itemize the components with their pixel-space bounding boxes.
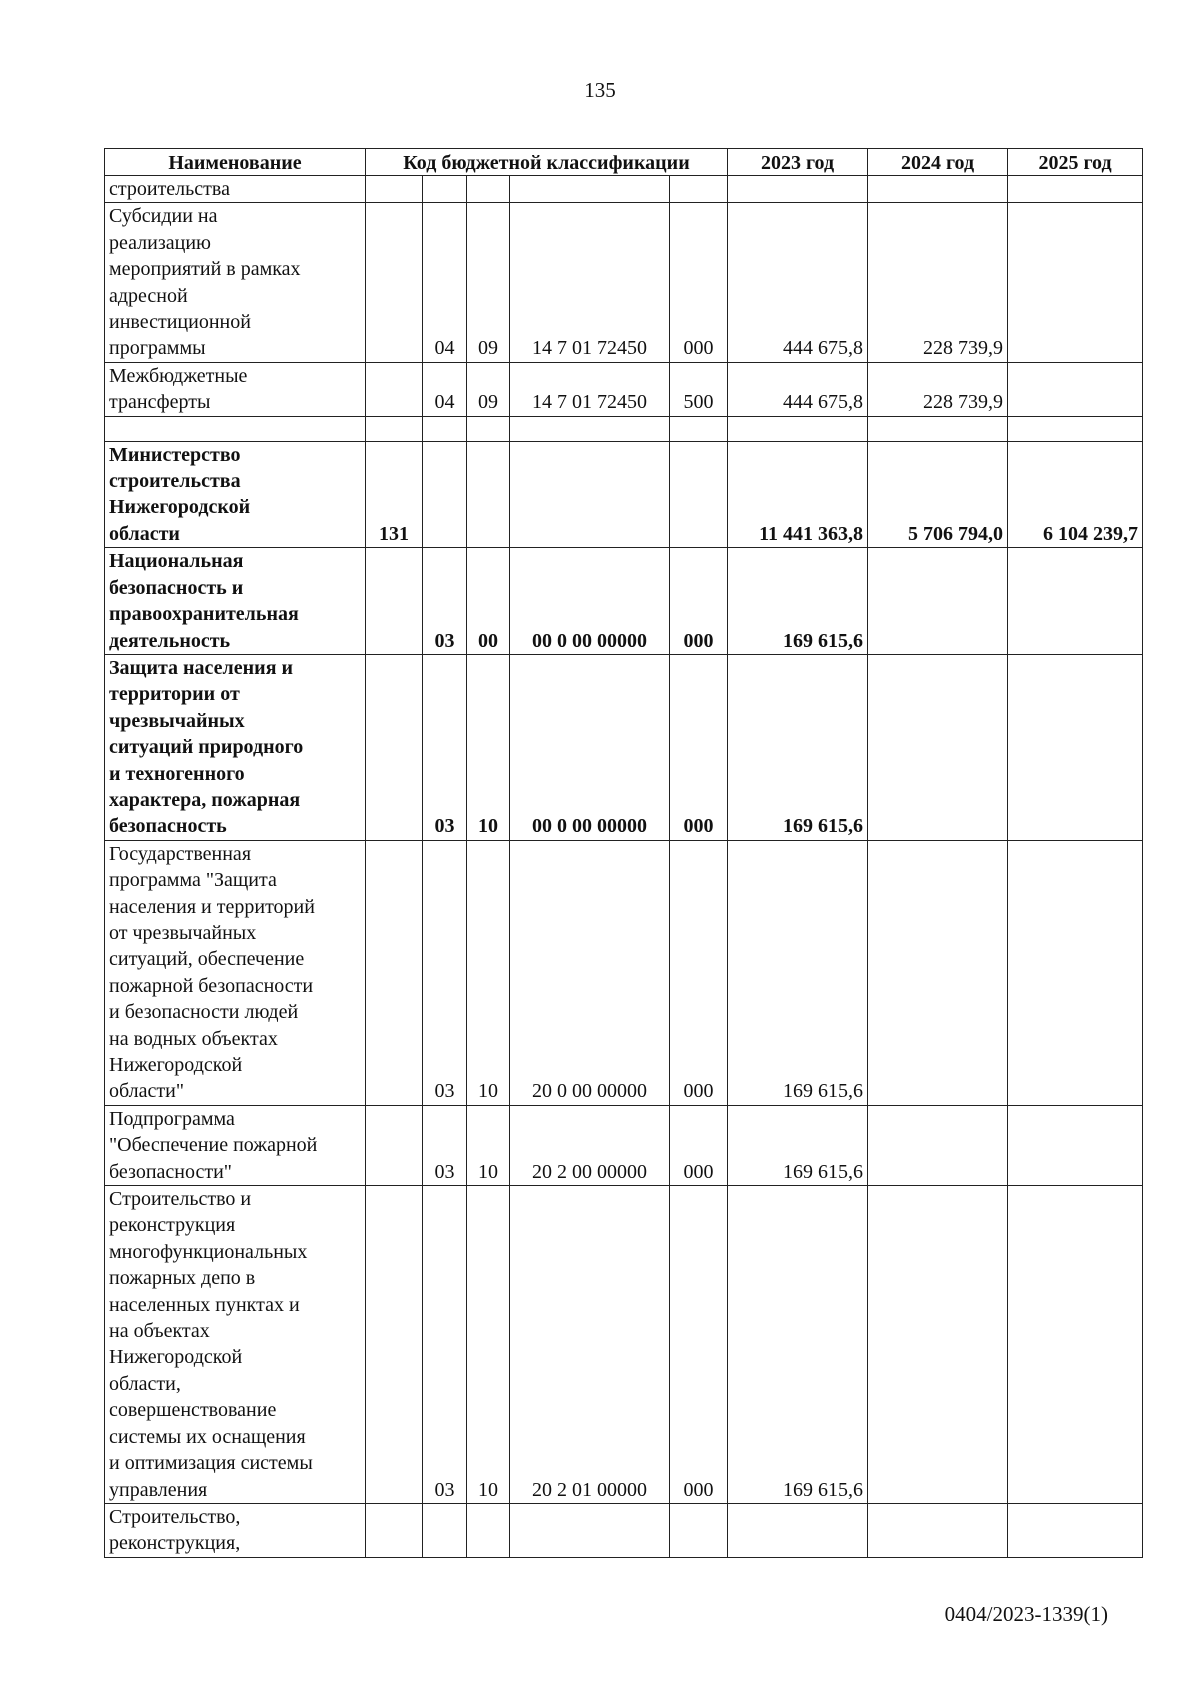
cell-name	[105, 1105, 366, 1185]
cell-target-article	[510, 176, 670, 203]
cell-section: 03	[423, 548, 467, 655]
cell-target-article: 14 7 01 72450	[510, 362, 670, 416]
cell-2024	[868, 840, 1008, 1105]
cell-subsection: 10	[467, 654, 510, 840]
cell-subsection	[467, 1503, 510, 1557]
cell-section: 03	[423, 1186, 467, 1504]
table-row	[105, 548, 1143, 655]
cell-subsection	[467, 416, 510, 441]
cell-2025	[1008, 362, 1143, 416]
cell-expense-type	[670, 441, 728, 548]
cell-expense-type: 500	[670, 362, 728, 416]
cell-2025	[1008, 840, 1143, 1105]
budget-table	[104, 148, 1143, 1558]
table-row	[105, 654, 1143, 840]
row-name-text: Подпрограмма "Обеспечение пожарной безопасности"	[109, 1107, 318, 1183]
table-row	[105, 362, 1143, 416]
cell-2023	[728, 416, 868, 441]
cell-grbs	[366, 840, 423, 1105]
header-2025: 2025 год	[1008, 149, 1143, 176]
cell-expense-type	[670, 416, 728, 441]
row-name-text: Строительство, реконструкция,	[109, 1505, 241, 1555]
spacer-row	[105, 416, 1143, 441]
cell-2023	[728, 1503, 868, 1557]
cell-grbs	[366, 416, 423, 441]
cell-2024	[868, 548, 1008, 655]
cell-subsection: 10	[467, 1105, 510, 1185]
cell-subsection	[467, 441, 510, 548]
cell-name	[105, 203, 366, 362]
row-name-text: Министерство строительства Нижегородской области	[109, 443, 251, 545]
table-row	[105, 176, 1143, 203]
cell-2023: 169 615,6	[728, 654, 868, 840]
cell-name	[105, 654, 366, 840]
cell-2023: 444 675,8	[728, 203, 868, 362]
cell-name	[105, 176, 366, 203]
cell-grbs: 131	[366, 441, 423, 548]
table-body	[105, 176, 1143, 1558]
cell-target-article: 20 2 00 00000	[510, 1105, 670, 1185]
cell-grbs	[366, 362, 423, 416]
cell-name	[105, 416, 366, 441]
cell-2024	[868, 1105, 1008, 1185]
row-name-text: Защита населения и территории от чрезвычайных ситуаций природного и техногенного характера, пожарная безопасность	[109, 656, 304, 838]
header-code: Код бюджетной классификации	[366, 149, 728, 176]
cell-name	[105, 548, 366, 655]
cell-2025	[1008, 176, 1143, 203]
cell-subsection: 00	[467, 548, 510, 655]
row-name-text: Субсидии на реализацию мероприятий в рамках адресной инвестиционной программы	[109, 205, 301, 360]
cell-section	[423, 416, 467, 441]
cell-section: 04	[423, 203, 467, 362]
cell-2025	[1008, 416, 1143, 441]
cell-2024	[868, 416, 1008, 441]
cell-expense-type: 000	[670, 203, 728, 362]
cell-name	[105, 840, 366, 1105]
cell-target-article	[510, 1503, 670, 1557]
cell-expense-type	[670, 176, 728, 203]
cell-2025	[1008, 203, 1143, 362]
row-name-text: строительства	[109, 178, 230, 200]
cell-2025	[1008, 548, 1143, 655]
cell-2024: 228 739,9	[868, 203, 1008, 362]
table-row	[105, 203, 1143, 362]
cell-subsection: 10	[467, 840, 510, 1105]
cell-target-article: 14 7 01 72450	[510, 203, 670, 362]
cell-subsection: 09	[467, 362, 510, 416]
cell-grbs	[366, 1503, 423, 1557]
table-row	[105, 1105, 1143, 1185]
cell-section	[423, 1503, 467, 1557]
cell-section: 03	[423, 1105, 467, 1185]
header-2023: 2023 год	[728, 149, 868, 176]
cell-grbs	[366, 654, 423, 840]
header-2024: 2024 год	[868, 149, 1008, 176]
cell-expense-type	[670, 1503, 728, 1557]
cell-2023: 11 441 363,8	[728, 441, 868, 548]
cell-2024	[868, 1186, 1008, 1504]
cell-2025	[1008, 1105, 1143, 1185]
cell-2024	[868, 654, 1008, 840]
cell-section	[423, 441, 467, 548]
cell-target-article: 00 0 00 00000	[510, 654, 670, 840]
cell-name	[105, 362, 366, 416]
cell-expense-type: 000	[670, 548, 728, 655]
cell-2023	[728, 176, 868, 203]
cell-grbs	[366, 203, 423, 362]
cell-2024	[868, 176, 1008, 203]
page-number: 135	[584, 78, 616, 102]
cell-target-article: 20 2 01 00000	[510, 1186, 670, 1504]
cell-grbs	[366, 1186, 423, 1504]
cell-name	[105, 1186, 366, 1504]
cell-2023: 444 675,8	[728, 362, 868, 416]
cell-section: 04	[423, 362, 467, 416]
cell-target-article	[510, 416, 670, 441]
cell-grbs	[366, 548, 423, 655]
header-name: Наименование	[105, 149, 366, 176]
table-row	[105, 840, 1143, 1105]
cell-grbs	[366, 176, 423, 203]
cell-expense-type: 000	[670, 840, 728, 1105]
cell-expense-type: 000	[670, 1186, 728, 1504]
cell-2023: 169 615,6	[728, 1105, 868, 1185]
cell-name	[105, 1503, 366, 1557]
row-name-text: Государственная программа "Защита населения и территорий от чрезвычайных ситуаций, обеспечение пожарной безопасности и безопасности людей на водных объектах Нижегородской области"	[109, 842, 315, 1103]
cell-2025	[1008, 1186, 1143, 1504]
cell-2023: 169 615,6	[728, 548, 868, 655]
cell-name	[105, 441, 366, 548]
cell-2024	[868, 1503, 1008, 1557]
cell-expense-type: 000	[670, 654, 728, 840]
cell-section: 03	[423, 840, 467, 1105]
cell-target-article	[510, 441, 670, 548]
cell-expense-type: 000	[670, 1105, 728, 1185]
document-code: 0404/2023-1339(1)	[944, 1602, 1108, 1626]
cell-section: 03	[423, 654, 467, 840]
cell-subsection: 10	[467, 1186, 510, 1504]
table-row	[105, 1503, 1143, 1557]
cell-target-article: 20 0 00 00000	[510, 840, 670, 1105]
cell-subsection: 09	[467, 203, 510, 362]
cell-section	[423, 176, 467, 203]
cell-2024: 228 739,9	[868, 362, 1008, 416]
cell-2025: 6 104 239,7	[1008, 441, 1143, 548]
cell-2025	[1008, 1503, 1143, 1557]
cell-2024: 5 706 794,0	[868, 441, 1008, 548]
cell-2023: 169 615,6	[728, 1186, 868, 1504]
row-name-text: Национальная безопасность и правоохранительная деятельность	[109, 550, 299, 652]
cell-subsection	[467, 176, 510, 203]
cell-2023: 169 615,6	[728, 840, 868, 1105]
table-row	[105, 441, 1143, 548]
cell-grbs	[366, 1105, 423, 1185]
cell-2025	[1008, 654, 1143, 840]
row-name-text: Межбюджетные трансферты	[109, 364, 248, 414]
row-name-text: Строительство и реконструкция многофункциональных пожарных депо в населенных пунктах и на объектах Нижегородской области, совершенствование системы их оснащения и оптимизация системы управления	[109, 1188, 313, 1501]
table-row	[105, 1186, 1143, 1504]
table-header-row	[105, 149, 1143, 176]
cell-target-article: 00 0 00 00000	[510, 548, 670, 655]
